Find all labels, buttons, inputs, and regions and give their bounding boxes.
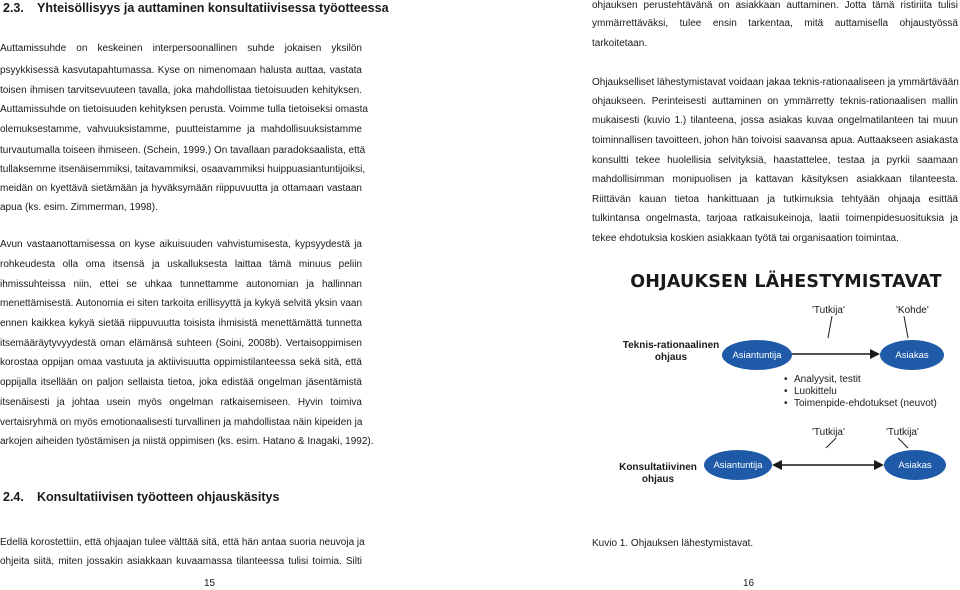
text-line: arkojen aiheiden työstämisen ja niistä oppimisen (ks. esim. Hatano & Inagaki, 1992). [0,436,374,447]
text-line: Avun vastaanottamisessa on kyse aikuisuuden vahvistumisesta, kypsyydestä ja [0,239,362,250]
label-kohde: 'Kohde' [896,305,929,316]
bullet-text: Luokittelu [794,386,837,397]
text-line: ymmärrettäväksi, tulee ensin tarkentaa, mitä auttamisella ohjaustyössä [592,18,958,29]
text-line: mahdollisimman monipuolisen ja kattavan käsityksen asiakkaan tilanteesta. [592,174,958,185]
figure-caption: Kuvio 1. Ohjauksen lähestymistavat. [592,538,754,549]
page-number: 16 [743,578,755,589]
bullet-icon: • [784,398,788,409]
approach-label-line: Teknis-rationaalinen [622,340,720,351]
page-number: 15 [204,578,216,589]
approach-consultative [612,462,704,486]
text-line: itsenäisesti ja johtaa usein myös ongelman ratkaisemiseen. Hyvin toimiva [0,397,362,408]
text-line: Riittävän kauan tietoa hankittuaan ja tutkimuksia tehtyään ohjaaja esittää [592,194,958,205]
node-asiakas: Asiakas [884,450,946,480]
bullet-text: Analyysit, testit [794,374,861,385]
text-line: ennen kaikkea kykyä sietää riippuvuutta toisista ihmisistä menettämättä tunnetta [0,318,362,329]
text-line: ohjauksen perustehtävänä on asiakkaan auttaminen. Jotta tämä ristiriita tulisi [592,0,958,11]
text-line: itsemääräytyvyydestä oman elämänsä suhteen (Soini, 2008b). Vertaisoppimisen [0,338,362,349]
text-line: turvautumalla toiseen ihmiseen. (Schein, 1999.) On tavallaan paradoksaalista, että [0,145,366,156]
text-line: tarkoitetaan. [592,38,648,49]
text-line: korostaa oppijan omaa vastuuta ja aktiivisuutta oppimistilanteessa sekä sitä, että [0,357,362,368]
approach-technical-rational [612,340,730,364]
text-line: oppijalla itsellään on paljon sellaista tietoa, joka edistää ongelman jäsentämistä [0,377,362,388]
text-line: olemuksestamme, vahvuuksistamme, puutteistamme ja mahdollisuuksistamme [0,124,362,135]
text-line: ohjeita siitä, miten jossakin asiakkaan kuvaamassa tilanteessa tulisi toimia. Silti [0,556,362,567]
section-heading-2-3: Yhteisöllisyys ja auttaminen konsultatiivisessa työotteessa [37,1,389,15]
approach-label-line: ohjaus [641,474,675,485]
connector-line [898,438,908,448]
text-line: Auttamissuhde on tietoisuuden kehityksen perusta. Voimme tulla tietoiseksi omasta [0,104,368,115]
text-line: meidän on kyettävä sietämään ja hyväksymään riippuvuutta ja ottamaan vastaan [0,183,362,194]
text-line: apua (ks. esim. Zimmerman, 1998). [0,202,158,213]
approach-label-line: ohjaus [654,352,688,363]
node-asiakas: Asiakas [880,340,944,370]
arrow-head-right-icon [874,460,884,470]
text-line: toisen ihmisen tarvitsevuuteen tavalla, joka mahdollistaa tietoisuuden kehityksen. [0,85,362,96]
arrow-head-left-icon [772,460,782,470]
text-line: Edellä korostettiin, että ohjaajan tulee välttää sitä, että hän antaa suoria neuvoja ja [0,537,365,548]
bullet-icon: • [784,386,788,397]
arrow-head-icon [870,349,880,359]
text-line: Ohjaukselliset lähestymistavat voidaan jakaa teknis-rationaaliseen ja ymmärtävään [592,77,959,88]
text-line: tulkintansa ongelmasta, tarjoaa ratkaisukeinoja, laatii toimenpidesuosituksia ja [592,213,958,224]
node-asiantuntija: Asiantuntija [722,340,792,370]
section-heading-2-4: Konsultatiivisen työotteen ohjauskäsitys [37,490,280,504]
text-line: psyykkisessä kasvutapahtumassa. Kyse on nimenomaan halusta auttaa, vastata [0,65,362,76]
text-line: konsultti tekee huolellisia selvityksiä, haastattelee, testaa ja pyrkii saamaan [592,155,958,166]
text-line: Auttamissuhde on keskeinen interpersoonallinen suhde jokaisen yksilön [0,43,362,54]
section-number-2-4: 2.4. [3,490,24,504]
text-line: ihmissuhteissa niin, ettei se uhkaa tunnettamme autonomian ja hallinnan [0,279,362,290]
connector-line [826,438,836,448]
text-line: tekee ehdotuksia koskien asiakkaan työtä tai organisaation toimintaa. [592,233,899,244]
text-line: menettämisestä. Autonomia ei siten tarkoita erillisyyttä ja kykyä selvitä yksin vaan [0,298,362,309]
text-line: mukaisesti (kuvio 1.) tilanteena, jossa asiakas kuvaa ongelmatilanteen tai muun [592,115,958,126]
approach-label-line: Konsultatiivinen [619,462,697,473]
diagram-title: OHJAUKSEN LÄHESTYMISTAVAT [630,272,942,292]
text-line: toiminnallisen tavoitteen, johon hän toivoisi saavansa apua. Auttaakseen asiakasta [592,135,958,146]
label-tutkija: 'Tutkija' [812,305,845,316]
connector-line [904,316,908,338]
figure-ohjauksen-lahestymistavat [612,272,960,520]
label-tutkija: 'Tutkija' [812,427,845,438]
label-tutkija: 'Tutkija' [886,427,919,438]
text-line: rohkeudesta olla oma itsensä ja uskalluksesta laittaa tämä minuus peliin [0,259,362,270]
bullet-icon: • [784,374,788,385]
bullet-text: Toimenpide-ehdotukset (neuvot) [794,398,937,409]
text-line: tullaksemme itsenäisemmiksi, taitavammiksi, osaavammiksi huippuasiantuntijoiksi, [0,164,366,175]
node-asiantuntija: Asiantuntija [704,450,772,480]
text-line: ohjaukseen. Perinteisesti auttaminen on ymmärretty teknis-rationaalisen mallin [592,96,958,107]
connector-line [828,316,832,338]
section-number-2-3: 2.3. [3,1,24,15]
text-line: vertaisryhmä on myös emotionaalisesti turvallinen ja mahdollistaa näin kipeiden ja [0,417,363,428]
